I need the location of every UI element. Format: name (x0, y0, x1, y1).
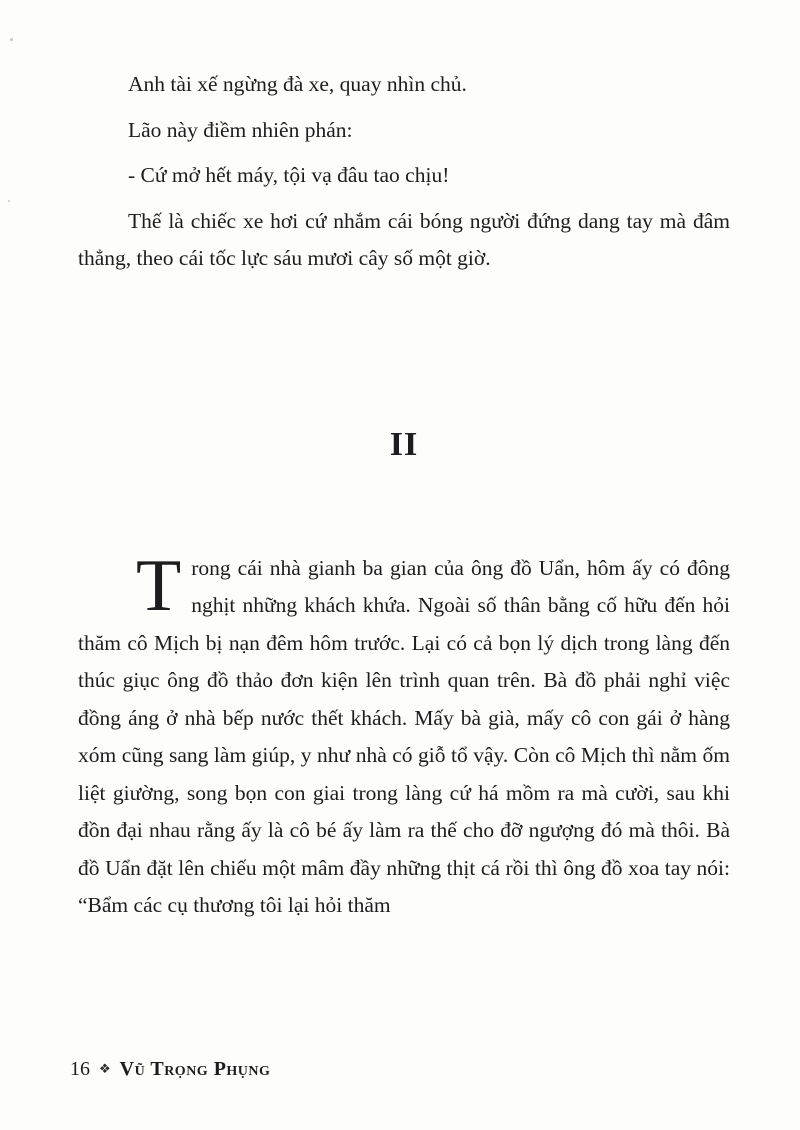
page-number: 16 (70, 1058, 90, 1080)
chapter-opening-text: rong cái nhà gianh ba gian của ông đồ Uẩn, hôm ấy có đông nghịt những khách khứa. Ngoài số thân bằng cố hữu đến hỏi thăm cô Mịch bị nạn đêm hôm trước. Lại có cả bọn lý dịch trong làng đến thúc giục ông đồ thảo đơn kiện lên trình quan trên. Bà đồ phải nghỉ việc đồng áng ở nhà bếp nước thết khách. Mấy bà già, mấy cô con gái ở hàng xóm cũng sang làm giúp, y như nhà có giỗ tổ vậy. Còn cô Mịch thì nằm ốm liệt giường, song bọn con giai trong làng cứ há mồm ra mà cười, sau khi đồn đại nhau rằng ấy là cô bé ấy làm ra thế cho đỡ ngượng đó mà thôi. Bà đồ Uẩn đặt lên chiếu một mâm đầy những thịt cá rồi thì ông đồ xoa tay nói: “Bẩm các cụ thương tôi lại hỏi thăm (78, 555, 730, 917)
scan-speck (10, 38, 13, 41)
diamond-ornament-icon: ❖ (99, 1061, 111, 1076)
page-footer (70, 1058, 270, 1081)
chapter-heading: II (389, 425, 419, 463)
chapter-opening-paragraph (78, 544, 730, 925)
scan-speck (8, 200, 10, 202)
paragraph: Anh tài xế ngừng đà xe, quay nhìn chủ. (128, 72, 467, 96)
drop-cap: T (136, 544, 182, 627)
paragraph: Lão này điềm nhiên phán: (128, 117, 353, 142)
author-name: Vũ Trọng Phụng (119, 1058, 271, 1080)
paragraph: - Cứ mở hết máy, tội vạ đâu tao chịu! (128, 163, 450, 187)
paragraph: Thế là chiếc xe hơi cứ nhắm cái bóng người đứng dang tay mà đâm thẳng, theo cái tốc lực sáu mươi cây số một giờ. (78, 208, 730, 270)
